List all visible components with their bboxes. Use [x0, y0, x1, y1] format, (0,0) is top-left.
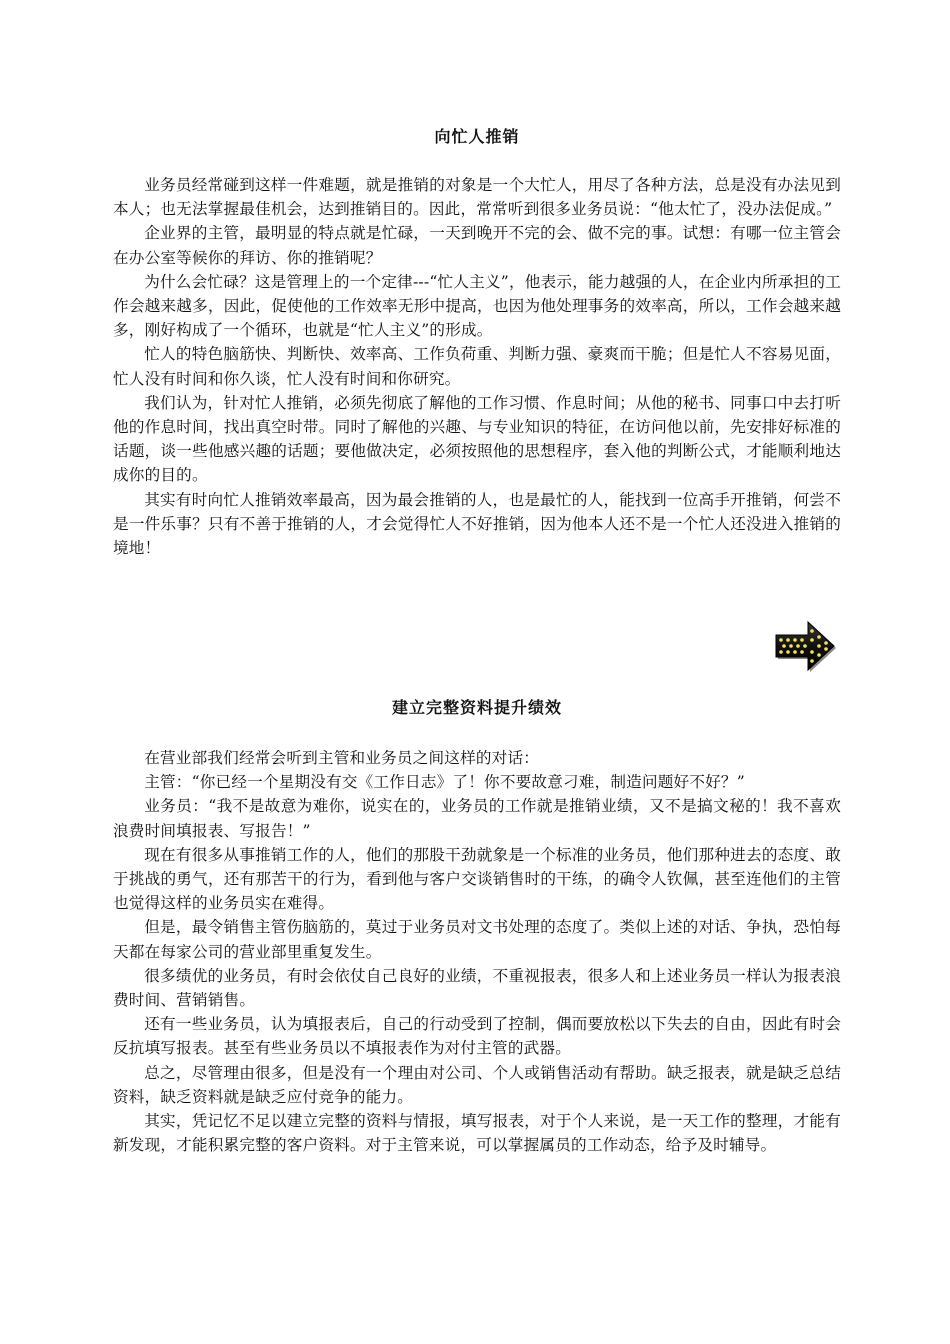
next-page-arrow-icon — [774, 620, 836, 672]
paragraph: 但是，最令销售主管伤脑筋的，莫过于业务员对文书处理的态度了。类似上述的对话、争执，恐怕每天都在每家公司的营业部里重复发生。 — [113, 918, 841, 961]
paragraph: 其实有时向忙人推销效率最高，因为最会推销的人，也是最忙的人，能找到一位高手开推销，何尝不是一件乐事？只有不善于推销的人，才会觉得忙人不好推销，因为他本人还不是一个忙人还没进入推销的境地！ — [113, 490, 841, 558]
paragraph: 其实，凭记忆不足以建立完整的资料与情报，填写报表，对于个人来说，是一天工作的整理，才能有新发现，才能积累完整的客户资料。对于主管来说，可以掌握属员的工作动态，给予及时辅导。 — [113, 1112, 841, 1155]
article-title: 建立完整资料提升绩效 — [391, 698, 562, 717]
paragraph: 企业界的主管，最明显的特点就是忙碌，一天到晚开不完的会、做不完的事。试想：有哪一位主管会在办公室等候你的拜访、你的推销呢？ — [113, 224, 841, 267]
paragraph: 很多绩优的业务员，有时会依仗自己良好的业绩，不重视报表，很多人和上述业务员一样认为报表浪费时间、营销销售。 — [113, 966, 841, 1010]
paragraph: 在营业部我们经常会听到主管和业务员之间这样的对话： — [144, 749, 540, 767]
article-title: 向忙人推销 — [434, 127, 520, 146]
paragraph: 业务员经常碰到这样一件难题，就是推销的对象是一个大忙人，用尽了各种方法，总是没有办法见到本人；也无法掌握最佳机会，达到推销目的。因此，常常听到很多业务员说：“他太忙了，没办法促成。” — [113, 176, 841, 219]
paragraph: 我们认为，针对忙人推销，必须先彻底了解他的工作习惯、作息时间；从他的秘书、同事口中去打听他的作息时间，找出真空时带。同时了解他的兴趣、与专业知识的特征，在访问他以前，先安排好标准的话题，谈一些他感兴趣的话题；要他做决定，必须按照他的思想程序，套入他的判断公式，才能顺利地达成你的目的。 — [113, 393, 841, 485]
paragraph: 现在有很多从事推销工作的人，他们的那股干劲就象是一个标准的业务员，他们那种进去的态度、敢于挑战的勇气，还有那苦干的行为，看到他与客户交谈销售时的干练，的确令人钦佩，甚至连他们的主管也觉得这样的业务员实在难得。 — [113, 845, 841, 913]
article-complete-records — [113, 697, 841, 1157]
paragraph: 为什么会忙碌？这是管理上的一个定律---“忙人主义”，他表示，能力越强的人，在企业内所承担的工作会越来越多，因此，促使他的工作效率无形中提高，也因为他处理事务的效率高，所以，工作会越来越多，刚好构成了一个循环，也就是“忙人主义”的形成。 — [113, 272, 841, 340]
paragraph: 主管：“你已经一个星期没有交《工作日志》了！你不要故意刁难，制造问题好不好？” — [144, 773, 745, 792]
article-busy-people — [113, 126, 841, 560]
paragraph: 业务员：“我不是故意为难你，说实在的，业务员的工作就是推销业绩，又不是搞文秘的！我不喜欢浪费时间填报表、写报告！” — [113, 797, 841, 840]
paragraph: 总之，尽管理由很多，但是没有一个理由对公司、个人或销售活动有帮助。缺乏报表，就是缺乏总结资料，缺乏资料就是缺乏应付竞争的能力。 — [113, 1063, 841, 1106]
paragraph: 忙人的特色脑筋快、判断快、效率高、工作负荷重、判断力强、豪爽而干脆；但是忙人不容易见面，忙人没有时间和你久谈，忙人没有时间和你研究。 — [113, 345, 841, 388]
paragraph: 还有一些业务员，认为填报表后，自己的行动受到了控制，偶而要放松以下失去的自由，因此有时会反抗填写报表。甚至有些业务员以不填报表作为对付主管的武器。 — [113, 1015, 841, 1058]
